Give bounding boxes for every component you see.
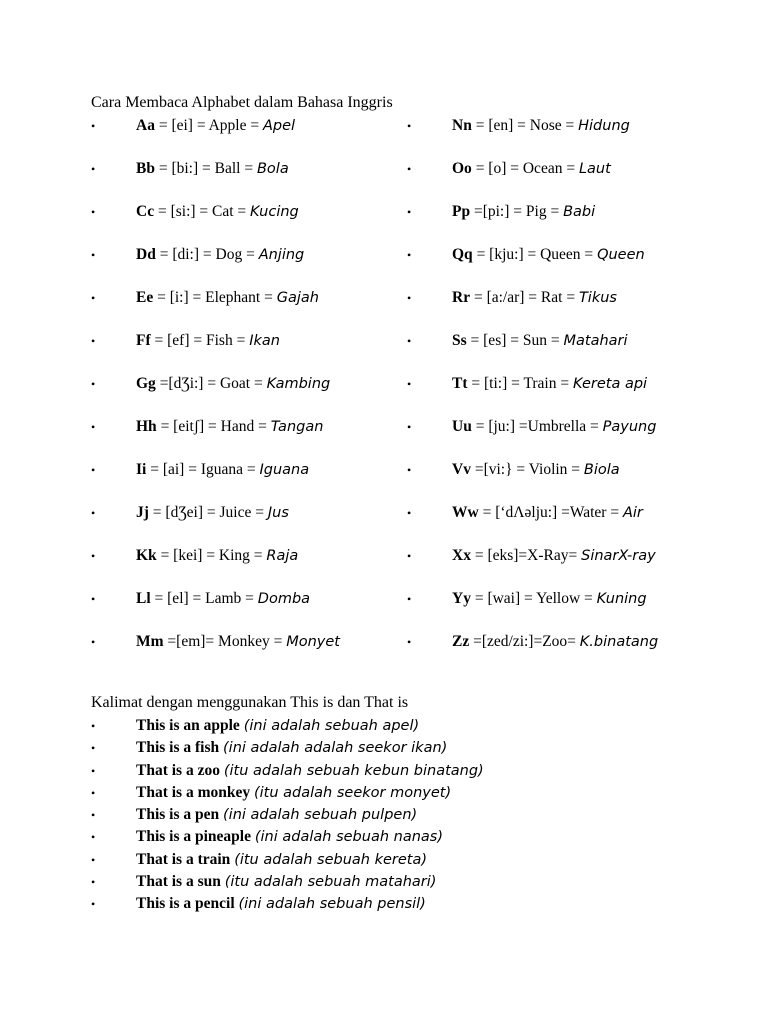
bullet-icon: • (91, 463, 96, 477)
bullet-icon: • (407, 162, 412, 176)
pronunciation: = [ti:] = Train = (467, 375, 573, 392)
letter: Xx (452, 547, 471, 564)
pronunciation: = [‘dΛəlju:] =Water = (478, 504, 623, 521)
meaning: Apel (262, 118, 296, 134)
meaning: Raja (266, 548, 299, 564)
sentence-english: That is a train (136, 850, 231, 868)
letter: Rr (452, 289, 471, 306)
bullet-icon: • (91, 719, 96, 733)
bullet-icon: • (91, 506, 96, 520)
letter: Uu (452, 418, 472, 435)
bullet-icon: • (407, 549, 412, 563)
meaning: Anjing (258, 247, 305, 263)
bullet-icon: • (91, 830, 96, 845)
meaning: Queen (597, 247, 645, 263)
letter: Ee (136, 289, 154, 306)
bullet-icon: • (91, 808, 96, 823)
pronunciation: = [wai] = Yellow = (470, 590, 597, 607)
pronunciation: = [kei] = King = (156, 547, 267, 564)
letter: Jj (136, 504, 149, 521)
letter: Tt (452, 375, 468, 392)
pronunciation: = [ai] = Iguana = (146, 461, 260, 478)
pronunciation: = [i:] = Elephant = (153, 289, 277, 306)
bullet-icon: • (91, 119, 96, 133)
letter: Aa (136, 117, 155, 134)
bullet-icon: • (91, 420, 96, 434)
bullet-icon: • (91, 162, 96, 176)
bullet-icon: • (407, 635, 412, 649)
bullet-icon: • (407, 119, 412, 133)
meaning: Hidung (578, 118, 630, 134)
pronunciation: = [es] = Sun = (466, 332, 564, 349)
meaning: Kereta api (572, 376, 648, 392)
page-title: Cara Membaca Alphabet dalam Bahasa Inggris (91, 94, 393, 111)
pronunciation: =[vi:} = Violin = (470, 461, 584, 478)
pronunciation: = [si:] = Cat = (154, 203, 251, 220)
meaning: K.binatang (579, 634, 659, 650)
bullet-icon: • (91, 785, 96, 800)
pronunciation: =[dƷi:] = Goat = (155, 375, 267, 392)
bullet-icon: • (407, 334, 412, 348)
pronunciation: = [ei] = Apple = (154, 117, 263, 134)
bullet-icon: • (91, 334, 96, 348)
bullet-icon: • (91, 875, 96, 890)
bullet-icon: • (91, 635, 96, 649)
meaning: Iguana (259, 462, 310, 478)
bullet-icon: • (91, 897, 96, 912)
meaning: Monyet (286, 634, 340, 650)
bullet-icon: • (91, 852, 96, 867)
bullet-icon: • (91, 763, 96, 778)
sentence-english: That is a zoo (136, 761, 220, 779)
letter: Ss (452, 332, 467, 349)
meaning: Domba (257, 591, 311, 607)
pronunciation: = [di:] = Dog = (155, 246, 259, 263)
meaning: Kuning (596, 591, 647, 607)
pronunciation: = [bi:] = Ball = (154, 160, 257, 177)
bullet-icon: • (91, 741, 96, 756)
sentence-english: This is a pen (136, 806, 220, 824)
meaning: Kambing (266, 376, 331, 392)
bullet-icon: • (407, 592, 412, 606)
sentence-translation: (itu adalah sebuah kereta) (234, 851, 428, 868)
meaning: Tikus (578, 290, 617, 306)
meaning: Biola (583, 462, 620, 478)
sentence-translation: (itu adalah sebuah matahari) (224, 874, 437, 891)
letter: Bb (136, 160, 155, 177)
meaning: Payung (602, 419, 657, 435)
letter: Ll (136, 590, 151, 607)
pronunciation: = [ju:] =Umbrella = (471, 418, 603, 435)
meaning: Laut (578, 161, 611, 177)
bullet-icon: • (407, 506, 412, 520)
sentence-english: This is a fish (136, 739, 220, 757)
pronunciation: = [eks]=X-Ray= (470, 547, 582, 564)
letter: Gg (136, 375, 156, 392)
letter: Zz (452, 633, 470, 650)
letter: Pp (452, 203, 471, 220)
meaning: Kucing (250, 204, 299, 220)
sentence-english: This is a pineaple (136, 828, 251, 846)
pronunciation: = [en] = Nose = (471, 117, 579, 134)
sentence-english: That is a monkey (136, 783, 251, 801)
bullet-icon: • (91, 248, 96, 262)
pronunciation: = [o] = Ocean = (471, 160, 579, 177)
bullet-icon: • (91, 205, 96, 219)
bullet-icon: • (91, 377, 96, 391)
letter: Oo (452, 160, 472, 177)
pronunciation: = [eitʃ] = Hand = (156, 418, 271, 435)
meaning: Ikan (249, 333, 280, 349)
pronunciation: =[zed/zi:]=Zoo= (469, 633, 580, 650)
letter: Cc (136, 203, 155, 220)
bullet-icon: • (407, 248, 412, 262)
meaning: Babi (563, 204, 596, 220)
meaning: Matahari (563, 333, 628, 349)
letter: Ww (452, 504, 479, 521)
pronunciation: = [kju:] = Queen = (472, 246, 598, 263)
bullet-icon: • (407, 377, 412, 391)
sentence-english: This is a pencil (136, 895, 235, 913)
pronunciation: = [a:/ar] = Rat = (470, 289, 579, 306)
letter: Vv (452, 461, 471, 478)
meaning: Gajah (276, 290, 319, 306)
letter: Mm (136, 633, 164, 650)
sentence-translation: (ini adalah sebuah pulpen) (223, 807, 418, 824)
pronunciation: = [ef] = Fish = (150, 332, 250, 349)
bullet-icon: • (407, 420, 412, 434)
section-title: Kalimat dengan menggunakan This is dan That is (91, 694, 409, 711)
sentence-translation: (itu adalah seekor monyet) (254, 784, 452, 801)
bullet-icon: • (407, 205, 412, 219)
meaning: SinarX-ray (581, 548, 656, 564)
letter: Qq (452, 246, 473, 263)
meaning: Jus (267, 505, 289, 521)
sentence-translation: (ini adalah adalah seekor ikan) (223, 740, 448, 757)
pronunciation: = [dƷei] = Juice = (148, 504, 268, 521)
letter: Dd (136, 246, 156, 263)
pronunciation: = [el] = Lamb = (150, 590, 258, 607)
sentence-english: That is a sun (136, 873, 221, 891)
letter: Hh (136, 418, 157, 435)
sentence-translation: (ini adalah sebuah pensil) (238, 896, 426, 913)
bullet-icon: • (91, 549, 96, 563)
bullet-icon: • (91, 592, 96, 606)
sentence-english: This is an apple (136, 717, 240, 734)
sentence-translation: (ini adalah sebuah nanas) (254, 829, 443, 846)
sentence-translation: (ini adalah sebuah apel) (243, 718, 420, 734)
sentence-translation: (itu adalah sebuah kebun binatang) (223, 762, 484, 779)
bullet-icon: • (407, 291, 412, 305)
letter: Yy (452, 590, 471, 607)
meaning: Air (622, 505, 643, 521)
letter: Ff (136, 332, 151, 349)
pronunciation: =[pi:] = Pig = (470, 203, 564, 220)
bullet-icon: • (407, 463, 412, 477)
letter: Nn (452, 117, 472, 134)
meaning: Bola (256, 161, 289, 177)
bullet-icon: • (91, 291, 96, 305)
letter: Kk (136, 547, 157, 564)
letter: Ii (136, 461, 147, 478)
pronunciation: =[em]= Monkey = (163, 633, 287, 650)
meaning: Tangan (270, 419, 324, 435)
